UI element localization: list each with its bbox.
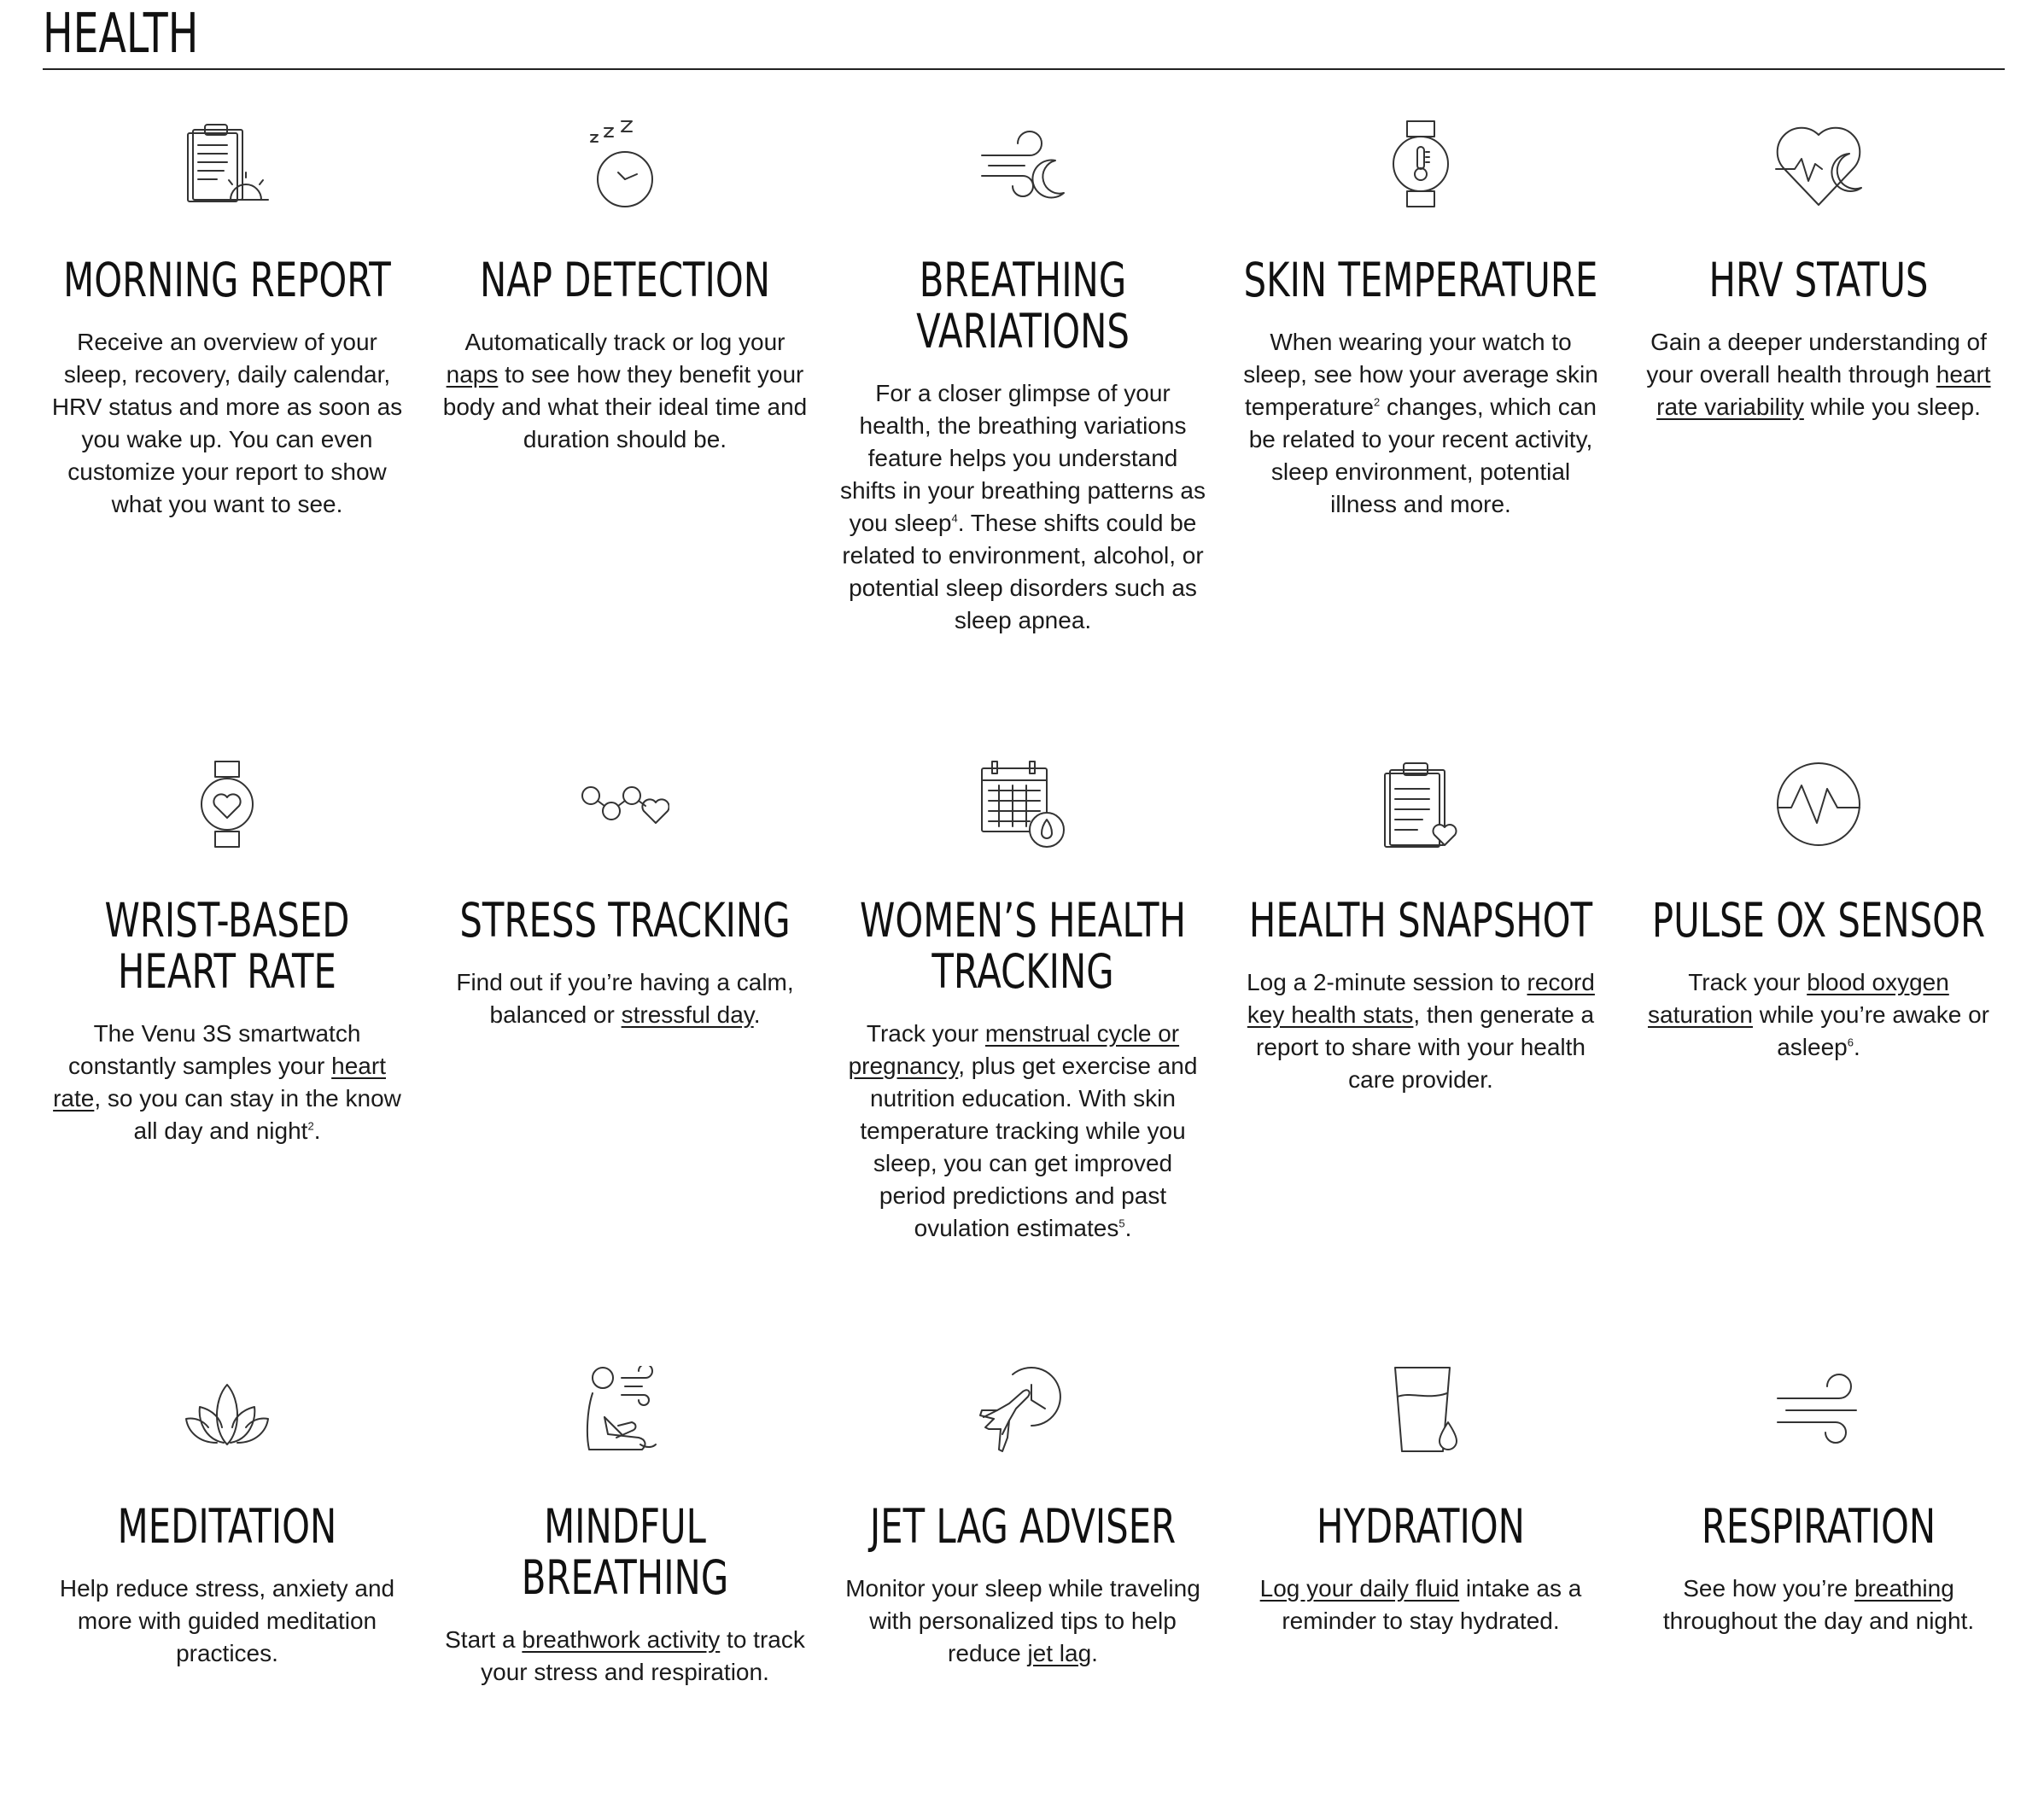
feature-card — [838, 1366, 1207, 1670]
feature-text: Automatically track or log your — [464, 329, 785, 355]
heart-pulse-moon-icon — [1774, 120, 1863, 208]
feature-title: JET LAG ADVISER — [869, 1499, 1177, 1554]
feature-card — [1236, 1366, 1605, 1637]
feature-title: MEDITATION — [117, 1499, 337, 1554]
feature-card — [441, 760, 809, 1031]
footnote-marker: 4 — [951, 511, 958, 525]
feature-title: HEALTH SNAPSHOT — [1248, 893, 1593, 948]
feature-link[interactable]: breathing — [1854, 1575, 1954, 1602]
feature-link[interactable]: record key health stats — [1247, 969, 1595, 1028]
seated-breathing-icon — [581, 1366, 669, 1455]
feature-text: The Venu 3S smartwatch constantly samples your — [68, 1020, 361, 1079]
feature-text: , then generate a report to share with your health care provider. — [1256, 1001, 1595, 1093]
feature-card — [1634, 760, 2003, 1064]
feature-description — [1236, 1573, 1605, 1637]
feature-description — [1634, 966, 2003, 1064]
feature-description — [838, 377, 1207, 637]
feature-title: NAP DETECTION — [479, 253, 771, 307]
feature-text: Track your — [866, 1020, 985, 1047]
footnote-marker: 5 — [1118, 1217, 1125, 1230]
feature-text: Start a — [445, 1626, 523, 1653]
feature-text: Track your — [1688, 969, 1807, 995]
feature-text: Gain a deeper understanding of your overall health through — [1646, 329, 1987, 388]
feature-text: When wearing your watch to sleep, see how your average skin temperature — [1243, 329, 1598, 420]
plane-clock-icon — [978, 1366, 1067, 1455]
feature-card — [1236, 760, 1605, 1096]
feature-title: SKIN TEMPERATURE — [1243, 253, 1598, 307]
wind-moon-icon — [978, 120, 1067, 208]
feature-description — [838, 1573, 1207, 1670]
feature-text: Receive an overview of your sleep, recovery, daily calendar, HRV status and more as soon as you wake up. You can even customize your report to show what you want to see. — [51, 329, 403, 517]
feature-title: BREATHING VARIATIONS — [916, 253, 1130, 359]
feature-text: Monitor your sleep while traveling with personalized tips to help reduce — [845, 1575, 1200, 1666]
feature-text: . — [1853, 1034, 1860, 1060]
watch-heart-icon — [183, 760, 272, 849]
feature-title: WOMEN’S HEALTH TRACKING — [859, 893, 1187, 999]
wind-icon — [1774, 1366, 1863, 1455]
feature-title: HRV STATUS — [1708, 253, 1929, 307]
feature-link[interactable]: breathwork activity — [522, 1626, 721, 1653]
feature-text: to track your stress and respiration. — [481, 1626, 805, 1685]
pulse-circle-icon — [1774, 760, 1863, 849]
feature-card — [838, 760, 1207, 1245]
feature-description — [441, 1624, 809, 1689]
watch-thermometer-icon — [1376, 120, 1465, 208]
footnote-marker: 2 — [307, 1119, 314, 1133]
feature-description — [441, 966, 809, 1031]
feature-card — [43, 1366, 412, 1670]
feature-title: WRIST-BASED HEART RATE — [104, 893, 350, 999]
feature-text: For a closer glimpse of your health, the breathing variations feature helps you understand shifts in your breathing patterns as you sleep — [839, 380, 1206, 536]
feature-description — [43, 1018, 412, 1147]
title-divider — [43, 68, 2005, 70]
feature-link[interactable]: Log your daily fluid — [1259, 1575, 1460, 1602]
feature-link[interactable]: jet lag — [1027, 1640, 1092, 1666]
feature-link[interactable]: blood oxygen saturation — [1648, 969, 1949, 1028]
feature-card — [838, 120, 1207, 637]
feature-text: while you sleep. — [1803, 394, 1981, 420]
feature-card — [43, 760, 412, 1147]
feature-description — [838, 1018, 1207, 1245]
feature-link[interactable]: menstrual cycle or pregnancy — [848, 1020, 1180, 1079]
feature-card — [441, 1366, 809, 1689]
feature-text: See how you’re — [1683, 1575, 1855, 1602]
feature-text: to see how they benefit your body and what their ideal time and duration should be. — [442, 361, 808, 452]
feature-card — [1634, 1366, 2003, 1637]
glass-drop-icon — [1376, 1366, 1465, 1455]
feature-link[interactable]: heart rate — [53, 1053, 386, 1112]
feature-text: . These shifts could be related to environment, alcohol, or potential sleep disorders such as sleep apnea. — [842, 510, 1204, 633]
feature-description — [441, 326, 809, 456]
feature-text: while you’re awake or asleep — [1752, 1001, 1989, 1060]
footnote-marker: 2 — [1374, 395, 1381, 409]
feature-text: Log a 2-minute session to — [1247, 969, 1527, 995]
feature-card — [1634, 120, 2003, 423]
feature-link[interactable]: naps — [446, 361, 499, 388]
feature-title: STRESS TRACKING — [459, 893, 791, 948]
feature-text: . — [313, 1117, 321, 1144]
lotus-icon — [183, 1366, 272, 1455]
feature-card — [43, 120, 412, 521]
feature-text: changes, which can be related to your recent activity, sleep environment, potential illness and more. — [1248, 394, 1597, 517]
feature-title: PULSE OX SENSOR — [1651, 893, 1986, 948]
feature-text: , so you can stay in the know all day and night — [94, 1085, 401, 1144]
feature-description — [43, 1573, 412, 1670]
feature-text: Find out if you’re having a calm, balanced or — [456, 969, 794, 1028]
feature-card — [441, 120, 809, 456]
feature-text: , plus get exercise and nutrition education. With skin temperature tracking while you sleep, you can get improved period predictions and past ovulation estimates — [860, 1053, 1198, 1241]
stress-nodes-icon — [581, 760, 669, 849]
feature-card — [1236, 120, 1605, 521]
calendar-drop-icon — [978, 760, 1067, 849]
feature-description — [1236, 966, 1605, 1096]
footnote-marker: 6 — [1847, 1036, 1854, 1049]
feature-link[interactable]: heart rate variability — [1656, 361, 1991, 420]
feature-text: intake as a reminder to stay hydrated. — [1282, 1575, 1582, 1634]
nap-clock-icon — [581, 120, 669, 208]
feature-text: . — [1091, 1640, 1098, 1666]
feature-description — [1634, 326, 2003, 423]
page-title: HEALTH — [43, 3, 199, 66]
feature-text: throughout the day and night. — [1662, 1608, 1975, 1634]
feature-text: . — [1124, 1215, 1132, 1241]
feature-description — [1236, 326, 1605, 521]
feature-description — [1634, 1573, 2003, 1637]
feature-link[interactable]: stressful day — [621, 1001, 754, 1028]
clipboard-heart-icon — [1376, 760, 1465, 849]
feature-title: RESPIRATION — [1701, 1499, 1936, 1554]
feature-title: MINDFUL BREATHING — [521, 1499, 729, 1605]
feature-title: MORNING REPORT — [63, 253, 391, 307]
clipboard-sunrise-icon — [183, 120, 272, 208]
feature-text: Help reduce stress, anxiety and more with guided meditation practices. — [59, 1575, 395, 1666]
feature-title: HYDRATION — [1317, 1499, 1525, 1554]
feature-description — [43, 326, 412, 521]
feature-text: . — [753, 1001, 761, 1028]
